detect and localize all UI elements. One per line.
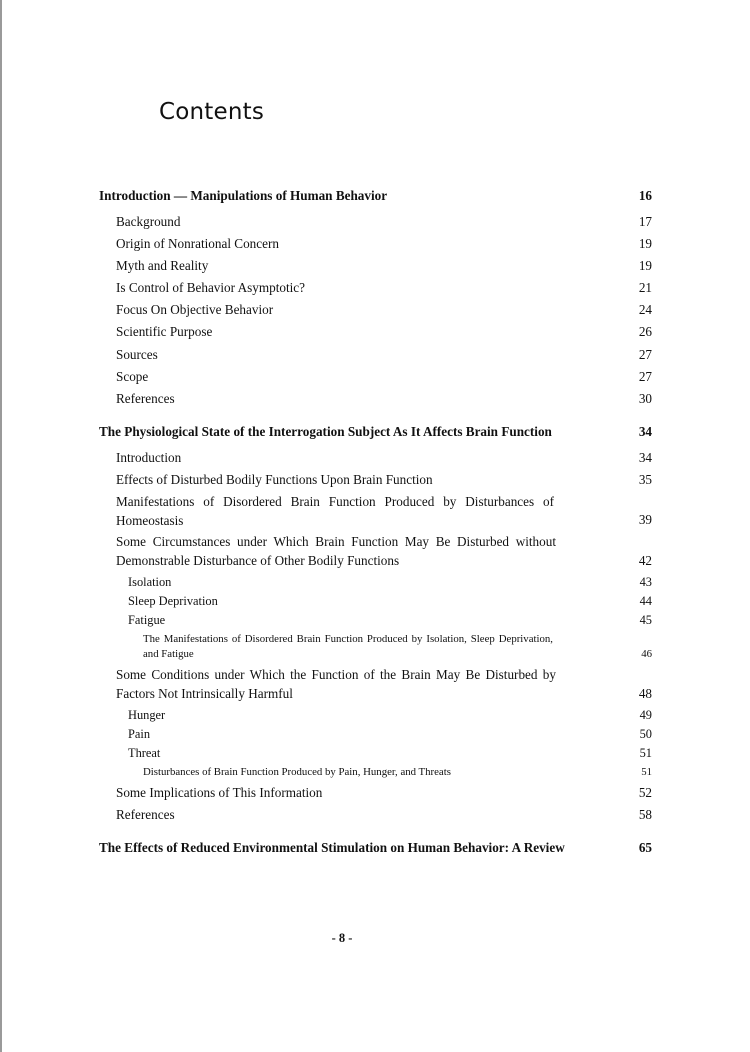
toc-entry[interactable]: Effects of Disturbed Bodily Functions Upon Brain Function — [116, 472, 433, 487]
toc-page-number: 19 — [638, 258, 652, 273]
toc-page-number: 48 — [638, 686, 652, 701]
toc-entry[interactable]: References — [116, 391, 175, 406]
page-number-footer: - 8 - — [331, 931, 353, 945]
toc-page-number: 35 — [638, 472, 652, 487]
toc-page-number: 21 — [638, 280, 652, 295]
toc-entry[interactable]: Introduction — [116, 450, 182, 465]
toc-page-number: 58 — [638, 807, 652, 822]
toc-entry[interactable]: Manifestations of Disordered Brain Function Produced by Disturbances of Homeostasis — [116, 494, 554, 528]
toc-entry[interactable]: Myth and Reality — [116, 258, 209, 273]
toc-entry[interactable]: References — [116, 807, 175, 822]
toc-entry[interactable]: Some Circumstances under Which Brain Function May Be Disturbed without Demonstrable Disturbance of Other Bodily Functions — [116, 534, 556, 568]
toc-page-number: 17 — [638, 214, 652, 229]
toc-page-number: 34 — [638, 450, 652, 465]
toc-section-title[interactable]: The Effects of Reduced Environmental Stimulation on Human Behavior: A Review — [99, 840, 565, 855]
toc-page-number: 44 — [639, 594, 652, 608]
toc-entry[interactable]: Origin of Nonrational Concern — [116, 236, 279, 251]
toc-page-number: 43 — [639, 575, 652, 589]
toc-subsubentry[interactable]: The Manifestations of Disordered Brain Function Produced by Isolation, Sleep Deprivation, and Fatigue — [143, 633, 553, 660]
toc-subentry[interactable]: Threat — [128, 746, 161, 760]
toc-entry[interactable]: Scope — [116, 369, 149, 384]
toc-page-number: 39 — [638, 512, 652, 527]
toc-page-number: 30 — [638, 391, 652, 406]
toc-page-number: 26 — [638, 324, 652, 339]
toc-subsubentry[interactable]: Disturbances of Brain Function Produced by Pain, Hunger, and Threats — [143, 766, 451, 778]
toc-page-number: 51 — [641, 766, 652, 778]
toc-page-number: 52 — [638, 785, 652, 800]
toc-entry[interactable]: Some Conditions under Which the Function of the Brain May Be Disturbed by Factors Not Intrinsically Harmful — [116, 667, 556, 701]
toc-page-number: 27 — [638, 347, 652, 362]
toc-entry[interactable]: Background — [116, 214, 181, 229]
toc-page-number: 45 — [639, 613, 652, 627]
toc-subentry[interactable]: Sleep Deprivation — [128, 594, 218, 608]
toc-section-title[interactable]: The Physiological State of the Interrogation Subject As It Affects Brain Function — [99, 424, 552, 439]
toc-page-number: 27 — [638, 369, 652, 384]
toc-entry[interactable]: Is Control of Behavior Asymptotic? — [116, 280, 305, 295]
toc-subentry[interactable]: Fatigue — [128, 613, 166, 627]
toc-entry[interactable]: Sources — [116, 347, 158, 362]
toc-page-number: 50 — [639, 727, 652, 741]
toc-page-number: 19 — [638, 236, 652, 251]
toc-page-number: 42 — [638, 553, 652, 568]
toc-page-number: 65 — [638, 840, 652, 855]
toc-entry[interactable]: Focus On Objective Behavior — [116, 302, 274, 317]
toc-section-title[interactable]: Introduction — Manipulations of Human Behavior — [99, 188, 388, 203]
toc-page-number: 51 — [639, 746, 652, 760]
toc-subentry[interactable]: Pain — [128, 727, 151, 741]
toc-page-number: 16 — [638, 188, 652, 203]
toc-entry[interactable]: Scientific Purpose — [116, 324, 213, 339]
toc-entry[interactable]: Some Implications of This Information — [116, 785, 323, 800]
toc-subentry[interactable]: Isolation — [128, 575, 172, 589]
toc-page-number: 49 — [639, 708, 652, 722]
toc-page-number: 46 — [641, 648, 652, 660]
page-title: Contents — [159, 99, 265, 125]
toc-subentry[interactable]: Hunger — [128, 708, 166, 722]
toc-page-number: 34 — [638, 424, 652, 439]
toc-page-number: 24 — [638, 302, 652, 317]
